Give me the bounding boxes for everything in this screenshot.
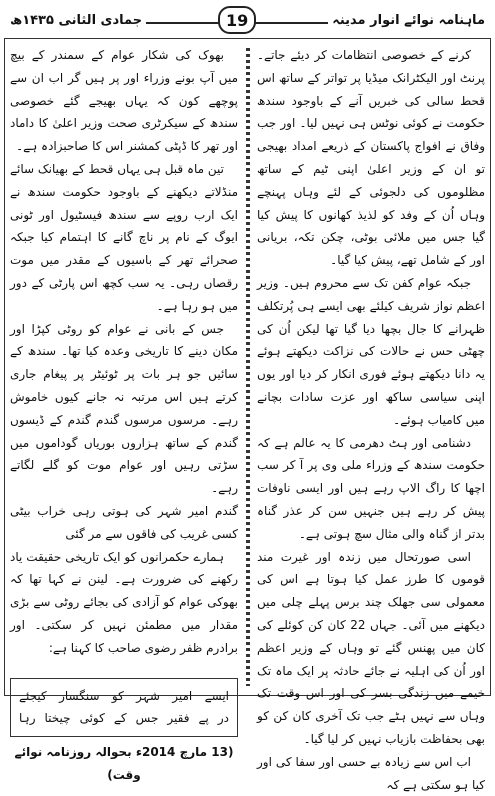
right-column <box>257 44 485 792</box>
column-divider <box>246 48 250 686</box>
poem-line: در پے فقیر جس کے کوئی چیختا رہا <box>19 711 229 726</box>
paragraph: دشنامی اور ہٹ دھرمی کا یہ عالم ہے کہ حکومت سندھ کے وزراء ملی وی پر آ کر سب اچھا کا راگ الاپ رہے ہیں اور ایسی ناوفات پیش کر رہے ہیں جنہیں سن کر عذر گناہ بدتر از گناہ والی مثال سچ ہوتی ہے۔ <box>257 435 485 541</box>
paragraph: ہمارے حکمرانوں کو ایک تاریخی حقیقت یاد رکھنے کی ضرورت ہے۔ لینن نے کہا تھا کہ بھوکی عوام کو آزادی کی بجائے روٹی سے بڑی مقدار میں مطمئن نہیں کر سکتی۔ اور برادرم ظفر رضوی صاحب کا کہنا ہے: <box>10 549 238 655</box>
poem-box <box>10 678 238 738</box>
verse: گندم امیر شہر کی ہوتی رہی خراب بیٹی کسی غریب کی فاقوں سے مر گئی <box>10 503 238 541</box>
paragraph: کرنے کے خصوصی انتظامات کر دیئے جاتے۔ پرنٹ اور الیکٹرانک میڈیا پر تواتر کے ساتھ اس قحط سالی کی خبریں آنے کے باوجود سندھ حکومت نے کوئی نوٹس ہی نہیں لیا۔ اور جب وفاق نے افواج پاکستان کے ذریعے امداد بھیجی تو ان کے وزیر اعلیٰ اپنی ٹیم کے ساتھ مظلوموں کی دلجوئی کے لئے وہاں پہنچے وہاں اُن کے وفد کو لذیذ کھانوں کا پیش کیا گیا جس میں ملائی بوٹی، چکن تکہ، بریانی اور کے شامل تھے، پیش کیا گیا۔ <box>257 48 485 268</box>
paragraph: جبکہ عوام کفن تک سے محروم ہیں۔ وزیر اعظم نواز شریف کیلئے بھی ایسے ہی پُرتکلف ظہرانے کا جال بچھا دیا گیا تھا لیکن اُن کی چھٹی حس نے حالات کی نزاکت دیکھتے ہوئے یہ دانا دیکھتے ہوئے فوری انکار کر دیا اور یوں اپنی سیاسی ساکھ اور عزت سادات بچانے میں کامیاب ہوئے۔ <box>257 275 485 427</box>
paragraph: بھوک کی شکار عوام کے سمندر کے بیچ میں آپ بونے وزراء اور پر ہیں گر اب ان سے پوچھے کون کہ یہاں بھیجے گئے خصوصی سندھ کے سیکرٹری صحت وزیر اعلیٰ کا داماد اور تھر کا ڈپٹی کمشنر اس کا صاحبزادہ ہے۔ <box>10 48 238 154</box>
source-citation: (13 مارچ 2014ء بحوالہ روزنامہ نوائے وقت) <box>14 745 234 782</box>
issue-date: جمادی الثانی ۱۴۳۵ھ <box>6 13 146 28</box>
paragraph: اسی صورتحال میں زندہ اور غیرت مند قوموں کا طرز عمل کیا ہوتا ہے اس کی معمولی سی جھلک چند برس پہلے چلی میں دیکھنے میں آئی۔ جہاں 22 کان کن کوئلے کی کان میں پھنس گئے تو وہاں کے وزیر اعظم اور اُن کی اہلیہ نے جائے حادثہ پر ایک ماہ تک خیمے میں زندگی بسر کی اور اس وقت تک وہاں سے نہیں ہٹے جب تک آخری کان کن کو بھی بحفاظت بازیاب نہیں کر لیا گیا۔ <box>257 549 485 746</box>
paragraph: اب اس سے زیادہ بے حسی اور سفا کی اور کیا ہو سکتی ہے کہ <box>257 754 485 792</box>
magazine-title: ماہنامہ نوائے انوار مدینہ <box>328 13 489 28</box>
paragraph: جس کے بانی نے عوام کو روٹی کپڑا اور مکان دینے کا تاریخی وعدہ کیا تھا۔ سندھ کے سائیں جو ہر بات پر ٹوئیٹر پر پیغام جاری کرتے ہیں اس مرتبہ نہ جانے کیوں خاموش رہے۔ مرسوں مرسوں گندم گندم کے ڈیسوں گندم کے ساتھ ہزاروں بوریاں گوداموں میں سڑتی رہیں اور عوام موت کو گلے لگاتے رہے۔ <box>10 321 238 496</box>
poem-line: ایسے امیر شہر کو سنگسار کیجئے <box>19 688 229 703</box>
page-number: 19 <box>218 6 256 34</box>
page-header <box>6 6 489 34</box>
left-column <box>10 44 238 782</box>
paragraph: تین ماہ قبل ہی یہاں قحط کے بھیانک سائے منڈلاتے دیکھنے کے باوجود حکومت سندھ نے ایک ارب روپے سے سندھ فیسٹیول اور ٹونی ایوگ کے نام پر ناچ گانے کا اہتمام کیا جبکہ صحرائے تھر کے باسیوں کے مقدر میں موت رقصاں رہی۔ یہ سب کچھ اس پارٹی کے دور میں ہو رہا ہے۔ <box>10 161 238 313</box>
